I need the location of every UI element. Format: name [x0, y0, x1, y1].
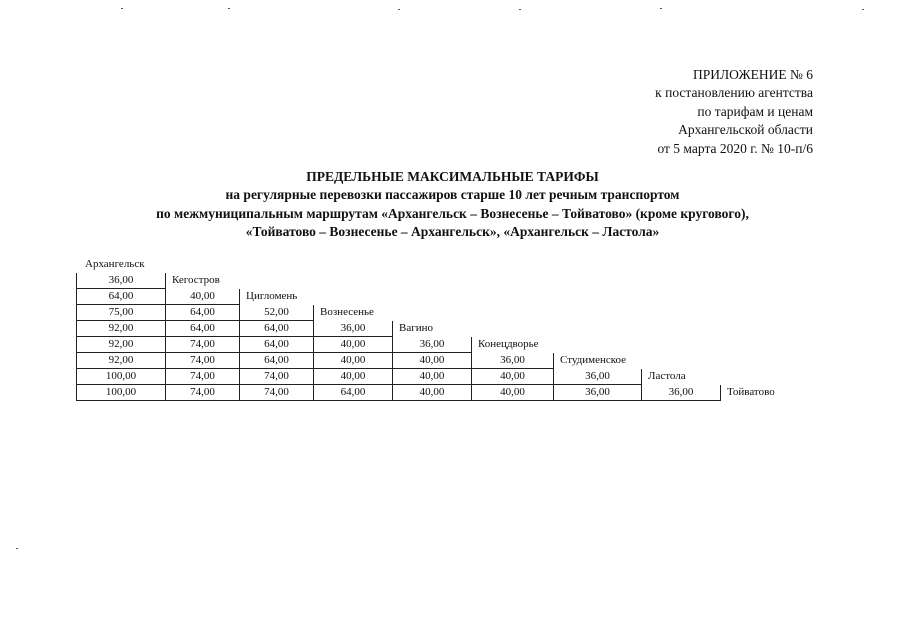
tariff-cell: 64,00	[166, 321, 240, 337]
tariff-cell: 100,00	[77, 369, 166, 385]
tariff-cell: 64,00	[240, 321, 314, 337]
tariff-cell: 74,00	[166, 385, 240, 401]
tariff-row	[77, 289, 801, 305]
tariff-cell: 74,00	[240, 369, 314, 385]
document-title	[0, 168, 905, 241]
stop-label: Студименское	[560, 354, 627, 366]
tariff-row	[77, 385, 801, 401]
title-line: на регулярные перевозки пассажиров старше 10 лет речным транспортом	[225, 187, 680, 203]
tariff-cell: 36,00	[472, 353, 554, 369]
tariff-cell: 92,00	[77, 321, 166, 337]
tariff-cell: 52,00	[240, 305, 314, 321]
tariff-cell: 92,00	[77, 337, 166, 353]
stop-label: Тойватово	[727, 386, 775, 398]
scan-speck	[519, 9, 521, 10]
tariff-cell: 36,00	[314, 321, 393, 337]
tariff-cell: 36,00	[554, 369, 642, 385]
tariff-cell: 40,00	[393, 369, 472, 385]
tariff-cell: 74,00	[166, 353, 240, 369]
tariff-cell: 36,00	[642, 385, 721, 401]
tariff-row	[77, 305, 801, 321]
tariff-cell: 64,00	[77, 289, 166, 305]
tariff-cell: 92,00	[77, 353, 166, 369]
tariff-cell: 40,00	[472, 369, 554, 385]
tariff-row	[77, 337, 801, 353]
scan-speck	[862, 9, 864, 10]
tariff-row	[77, 321, 801, 337]
appendix-header	[553, 66, 813, 158]
tariff-row	[77, 369, 801, 385]
scan-speck	[16, 548, 18, 549]
tariff-cell: 74,00	[166, 369, 240, 385]
tariff-cell: 40,00	[166, 289, 240, 305]
appendix-line: по тарифам и ценам	[697, 103, 813, 119]
stop-label: Конецдворье	[478, 338, 539, 350]
tariff-cell: 36,00	[393, 337, 472, 353]
tariff-row	[77, 353, 801, 369]
tariff-cell: 40,00	[472, 385, 554, 401]
appendix-line: Архангельской области	[678, 122, 813, 138]
scan-speck	[660, 8, 662, 9]
tariff-cell: 75,00	[77, 305, 166, 321]
tariff-cell: 100,00	[77, 385, 166, 401]
stop-label: Ластола	[648, 370, 686, 382]
tariff-cell: 74,00	[240, 385, 314, 401]
stop-label: Вознесенье	[320, 306, 374, 318]
tariff-cell: 40,00	[393, 353, 472, 369]
appendix-line: к постановлению агентства	[655, 85, 813, 101]
title-line: по межмуниципальным маршрутам «Архангельск – Вознесенье – Тойватово» (кроме кругового),	[156, 205, 749, 221]
title-line: «Тойватово – Вознесенье – Архангельск», «Архангельск – Ластола»	[245, 223, 660, 239]
tariff-cell: 36,00	[77, 273, 166, 289]
tariff-cell: 40,00	[314, 337, 393, 353]
tariff-row	[77, 257, 801, 273]
scan-speck	[121, 8, 123, 9]
stop-label: Вагино	[399, 322, 434, 334]
tariff-cell: 64,00	[240, 337, 314, 353]
appendix-date: от 5 марта 2020 г. № 10-п/6	[657, 140, 813, 156]
stop-label: Кегостров	[172, 274, 220, 286]
tariff-table	[76, 256, 801, 401]
tariff-cell: 40,00	[314, 369, 393, 385]
tariff-cell: 64,00	[240, 353, 314, 369]
scan-speck	[228, 8, 230, 9]
tariff-cell: 36,00	[554, 385, 642, 401]
scan-speck	[398, 9, 400, 10]
tariff-cell: 40,00	[393, 385, 472, 401]
title-heading: ПРЕДЕЛЬНЫЕ МАКСИМАЛЬНЫЕ ТАРИФЫ	[306, 169, 599, 184]
tariff-cell: 64,00	[166, 305, 240, 321]
stop-label: Цигломень	[246, 290, 298, 302]
tariff-cell: 40,00	[314, 353, 393, 369]
tariff-cell: 64,00	[314, 385, 393, 401]
tariff-row	[77, 273, 801, 289]
tariff-cell: 74,00	[166, 337, 240, 353]
stop-label: Архангельск	[85, 258, 145, 270]
appendix-number: ПРИЛОЖЕНИЕ № 6	[692, 67, 813, 82]
